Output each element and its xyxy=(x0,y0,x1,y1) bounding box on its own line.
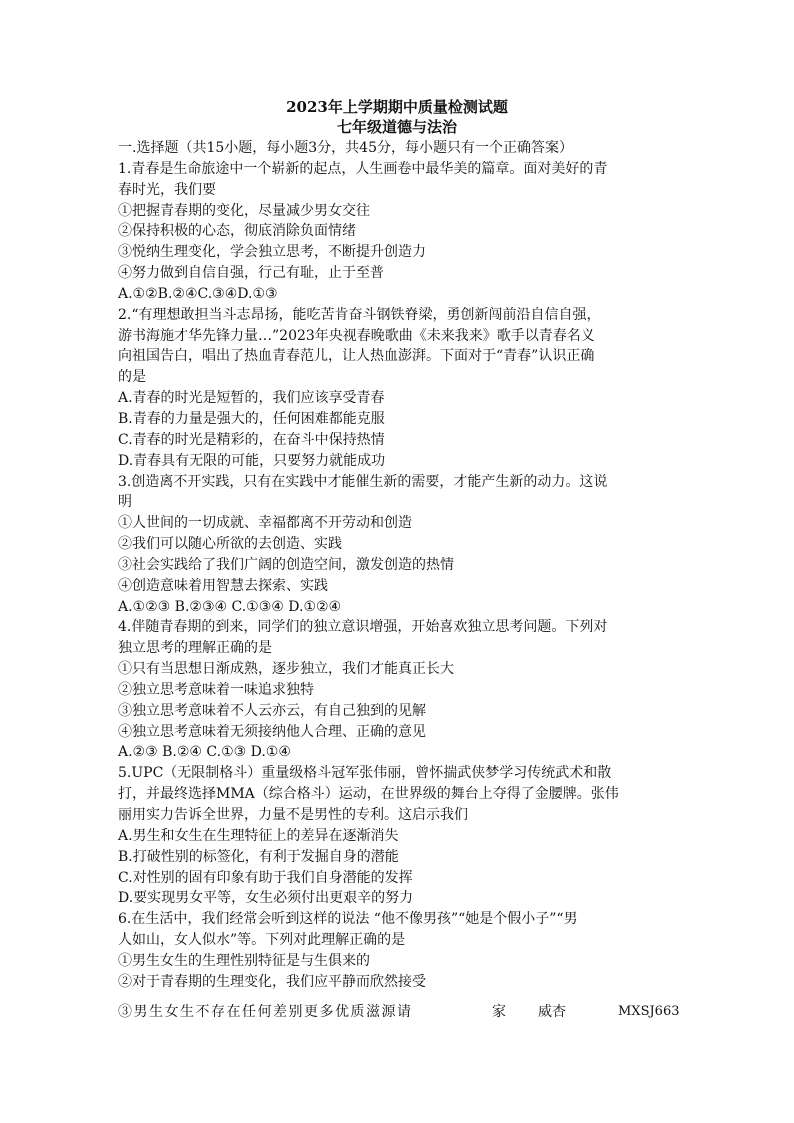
text-line: 打，并最终选择MMA（综合格斗）运动，在世界级的舞台上夺得了金腰牌。张伟 xyxy=(118,786,619,803)
text-line: ①人世间的一切成就、幸福都离不开劳动和创造 xyxy=(118,515,412,532)
text-line: ③悦纳生理变化，学会独立思考，不断提升创造力 xyxy=(118,244,426,261)
text-line: 的是 xyxy=(118,369,146,386)
text-line: 丽用实力告诉全世界，力量不是男性的专利。这启示我们 xyxy=(118,807,468,823)
text-line: A.①②B.②④C.③④D.①③ xyxy=(118,285,278,302)
text-line: 3.创造离不开实践，只有在实践中才能催生新的需要，才能产生新的动力。这说 xyxy=(118,473,608,490)
text-line: 1.青春是生命旅途中一个崭新的起点，人生画卷中最华美的篇章。面对美好的青 xyxy=(118,160,608,177)
text-line: 人如山，女人似水”等。下列对此理解正确的是 xyxy=(118,932,406,949)
text-line: D.青春具有无限的可能，只要努力就能成功 xyxy=(118,452,386,469)
text-line: ②对于青春期的生理变化，我们应平静而欣然接受 xyxy=(118,973,426,990)
text-line: ①只有当思想日渐成熟，逐步独立，我们才能真正长大 xyxy=(118,661,454,678)
text-line: A.②③ B.②④ C.①③ D.①④ xyxy=(118,744,291,761)
footer-brand-part2: 威杏 xyxy=(538,1004,566,1020)
text-line: D.要实现男女平等，女生必须付出更艰辛的努力 xyxy=(118,890,414,907)
text-line: 4.伴随青春期的到来，同学们的独立意识增强，开始喜欢独立思考问题。下列对 xyxy=(118,619,608,636)
text-line: 一.选择题（共15小题，每小题3分，共45分，每小题只有一个正确答案） xyxy=(118,140,573,156)
text-line: 春时光，我们要 xyxy=(118,181,216,198)
text-line: 游书海施才华先锋力量…”2023年央视春晚歌曲《未来我来》歌手以青春名义 xyxy=(118,327,595,344)
text-line: ④努力做到自信自强，行己有耻，止于至普 xyxy=(118,265,384,282)
text-line: A.男生和女生在生理特征上的差异在逐渐消失 xyxy=(118,827,399,844)
question-body xyxy=(118,138,678,993)
text-line: 向祖国告白，唱出了热血青春范儿，让人热血澎湃。下面对于“青春”认识正确 xyxy=(118,348,595,365)
footer-text: ③男生女生不存在任何差别更多优质滋源请 xyxy=(118,1004,413,1020)
text-line: A.青春的时光是短暂的，我们应该享受青春 xyxy=(118,390,385,407)
text-line: A.①②③ B.②③④ C.①③④ D.①②④ xyxy=(118,598,342,615)
text-line: 6.在生活中，我们经常会听到这样的说法 “他不像男孩”“她是个假小子”“男 xyxy=(118,911,578,928)
exam-title: 2023年上学期期中质量检测试题 xyxy=(286,98,508,116)
text-line: ③独立思考意味着不人云亦云，有自己独到的见解 xyxy=(118,702,426,719)
footer-brand-part1: 家 xyxy=(492,1004,506,1020)
text-line: B.打破性别的标签化，有利于发掘自身的潜能 xyxy=(118,848,399,865)
text-line: 5.UPC（无限制格斗）重量级格斗冠军张伟丽，曾怀揣武侠梦学习传统武术和散 xyxy=(118,765,612,782)
text-line: 2.“有理想敢担当斗志昂扬，能吃苦肯奋斗钢铁脊梁，勇创新闯前沿自信自强， xyxy=(118,306,601,323)
exam-subtitle: 七年级道德与法治 xyxy=(336,118,457,136)
text-line: ①把握青春期的变化，尽量减少男女交往 xyxy=(118,202,370,219)
text-line: ②我们可以随心所欲的去创造、实践 xyxy=(118,536,342,553)
text-line: ②独立思考意味着一味追求独特 xyxy=(118,681,314,698)
text-line: C.对性别的固有印象有助于我们自身潜能的发挥 xyxy=(118,869,413,886)
text-line: 独立思考的理解正确的是 xyxy=(118,640,272,657)
text-line: ①男生女生的生理性别特征是与生俱来的 xyxy=(118,952,370,969)
text-line: ④创造意味着用智慧去探索、实践 xyxy=(118,577,328,594)
text-line: C.青春的时光是精彩的，在奋斗中保持热情 xyxy=(118,431,385,448)
text-line: ③社会实践给了我们广阔的创造空间，激发创造的热情 xyxy=(118,556,454,573)
text-line: B.青春的力量是强大的，任何困难都能克服 xyxy=(118,410,385,427)
text-line: 明 xyxy=(118,494,132,511)
text-line: ②保持积极的心态，彻底消除负面情绪 xyxy=(118,223,356,240)
footer-code: MXSJ663 xyxy=(618,1004,680,1019)
text-line: ④独立思考意味着无须接纳他人合理、正确的意见 xyxy=(118,723,426,740)
page-footer xyxy=(118,1001,678,1023)
